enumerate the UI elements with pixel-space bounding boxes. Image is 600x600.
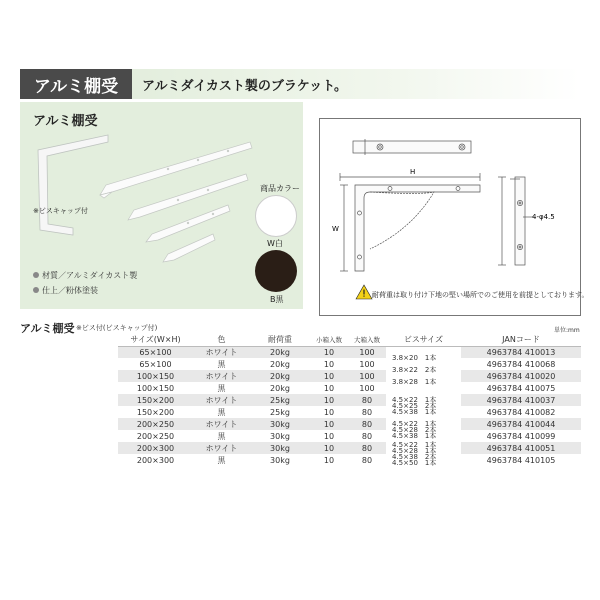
bracket-large xyxy=(38,135,108,235)
cell-screw-size: 4.5×22 1本 4.5×28 1本 4.5×38 2本 4.5×50 1本 xyxy=(386,442,461,466)
bullet-icon xyxy=(33,287,39,293)
table-row xyxy=(118,346,581,358)
cell-small: 10 xyxy=(323,383,335,393)
bullet-icon xyxy=(33,272,39,278)
cell-small: 10 xyxy=(323,407,335,417)
column-header: 耐荷重 xyxy=(250,334,310,346)
cell-size: 150×200 xyxy=(118,394,193,406)
cell-jan: 4963784 410068 xyxy=(486,359,556,369)
cell-color: ホワイト xyxy=(193,346,250,358)
cell-jan: 4963784 410037 xyxy=(461,394,581,406)
table-row xyxy=(118,358,581,370)
cell-load: 30kg xyxy=(250,418,310,430)
table-row xyxy=(118,370,581,382)
cell-large: 80 xyxy=(348,394,386,406)
bracket-2 xyxy=(100,142,252,198)
cell-jan: 4963784 410075 xyxy=(486,383,556,393)
cell-jan: 4963784 410013 xyxy=(461,346,581,358)
spec-item: 材質／アルミダイカスト製 xyxy=(33,270,137,281)
color-swatch-white xyxy=(255,195,297,237)
cell-load: 20kg xyxy=(270,359,290,369)
cell-color: ホワイト xyxy=(193,370,250,382)
cell-color: ホワイト xyxy=(193,442,250,454)
bracket-5 xyxy=(163,234,215,262)
cell-small: 10 xyxy=(323,359,335,369)
cell-size: 100×150 xyxy=(118,370,193,382)
cell-small: 10 xyxy=(310,442,348,454)
column-header: ビスサイズ xyxy=(386,334,461,346)
color-swatch-black xyxy=(255,250,297,292)
cell-color: ホワイト xyxy=(193,418,250,430)
cell-load: 30kg xyxy=(250,442,310,454)
cell-large: 80 xyxy=(348,442,386,454)
section-title: アルミ棚受 xyxy=(20,69,132,99)
cell-jan: 4963784 410044 xyxy=(461,418,581,430)
cap-note: ※ビスキャップ付 xyxy=(33,207,88,215)
color-swatch-label: W白 xyxy=(267,239,283,248)
cell-load: 25kg xyxy=(270,407,290,417)
technical-drawing xyxy=(320,119,580,315)
cell-color: 黒 xyxy=(217,383,226,393)
table-row xyxy=(118,406,581,418)
cell-load: 20kg xyxy=(270,383,290,393)
table-row xyxy=(118,394,581,406)
warning-text: 耐荷重は取り付け下地の堅い場所でのご使用を前提としております。 xyxy=(372,291,589,299)
cell-load: 25kg xyxy=(250,394,310,406)
spec-item: 仕上／粉体塗装 xyxy=(33,285,98,296)
cell-load: 30kg xyxy=(270,455,290,465)
cell-screw-size: 4.5×22 1本 4.5×25 2本 4.5×38 1本 xyxy=(386,394,461,418)
cell-jan: 4963784 410020 xyxy=(461,370,581,382)
cell-jan: 4963784 410082 xyxy=(486,407,556,417)
cell-color: 黒 xyxy=(217,407,226,417)
color-label: 商品カラー xyxy=(260,184,300,193)
cell-color: 黒 xyxy=(217,455,226,465)
column-header: 大箱入数 xyxy=(348,334,386,346)
cell-size: 200×250 xyxy=(136,431,175,441)
table-row xyxy=(118,430,581,442)
warning-icon xyxy=(356,285,372,299)
cell-size: 150×200 xyxy=(136,407,175,417)
cell-small: 10 xyxy=(323,431,335,441)
cell-large: 80 xyxy=(361,455,373,465)
cell-large: 100 xyxy=(348,346,386,358)
cell-size: 200×300 xyxy=(136,455,175,465)
table-header-row xyxy=(118,334,581,346)
column-header: JANコード xyxy=(461,334,581,346)
table-row xyxy=(118,418,581,430)
section-subtitle: アルミダイカスト製のブラケット。 xyxy=(142,79,348,94)
color-swatch-label: B黒 xyxy=(270,295,284,304)
column-header: 小箱入数 xyxy=(310,334,348,346)
cell-size: 200×300 xyxy=(118,442,193,454)
cell-screw-size: 3.8×20 1本 3.8×22 2本 3.8×28 1本 xyxy=(386,346,461,394)
cell-load: 20kg xyxy=(250,346,310,358)
cell-color: 黒 xyxy=(217,431,226,441)
cell-large: 100 xyxy=(359,383,375,393)
product-name: アルミ棚受 xyxy=(33,114,98,129)
table-row xyxy=(118,454,581,466)
cell-jan: 4963784 410099 xyxy=(486,431,556,441)
cell-color: ホワイト xyxy=(193,394,250,406)
cell-size: 65×100 xyxy=(139,359,172,369)
table-title-note: ※ビス付(ビスキャップ付) xyxy=(76,324,158,332)
cell-large: 100 xyxy=(359,359,375,369)
column-header: サイズ(W×H) xyxy=(118,334,193,346)
table-title: アルミ棚受 xyxy=(20,322,75,335)
cell-jan: 4963784 410105 xyxy=(486,455,556,465)
cell-load: 20kg xyxy=(250,370,310,382)
cell-screw-size: 4.5×22 1本 4.5×28 2本 4.5×38 1本 xyxy=(386,418,461,442)
dimension-h-label: H xyxy=(410,168,416,176)
cell-small: 10 xyxy=(310,394,348,406)
cell-small: 10 xyxy=(310,346,348,358)
column-header: 色 xyxy=(193,334,250,346)
cell-small: 10 xyxy=(310,418,348,430)
table-row xyxy=(118,382,581,394)
cell-large: 80 xyxy=(361,431,373,441)
cell-size: 100×150 xyxy=(136,383,175,393)
cell-size: 65×100 xyxy=(118,346,193,358)
spec-table xyxy=(118,334,581,466)
cell-large: 100 xyxy=(348,370,386,382)
cell-small: 10 xyxy=(323,455,335,465)
hole-note: 4-φ4.5 xyxy=(532,213,555,221)
dimension-w-label: W xyxy=(332,225,339,233)
cell-large: 80 xyxy=(361,407,373,417)
cell-load: 30kg xyxy=(270,431,290,441)
table-row xyxy=(118,442,581,454)
product-photo xyxy=(28,130,258,280)
cell-jan: 4963784 410051 xyxy=(461,442,581,454)
cell-color: 黒 xyxy=(217,359,226,369)
cell-size: 200×250 xyxy=(118,418,193,430)
cell-small: 10 xyxy=(310,370,348,382)
cell-large: 80 xyxy=(348,418,386,430)
unit-label: 単位:mm xyxy=(554,327,580,334)
